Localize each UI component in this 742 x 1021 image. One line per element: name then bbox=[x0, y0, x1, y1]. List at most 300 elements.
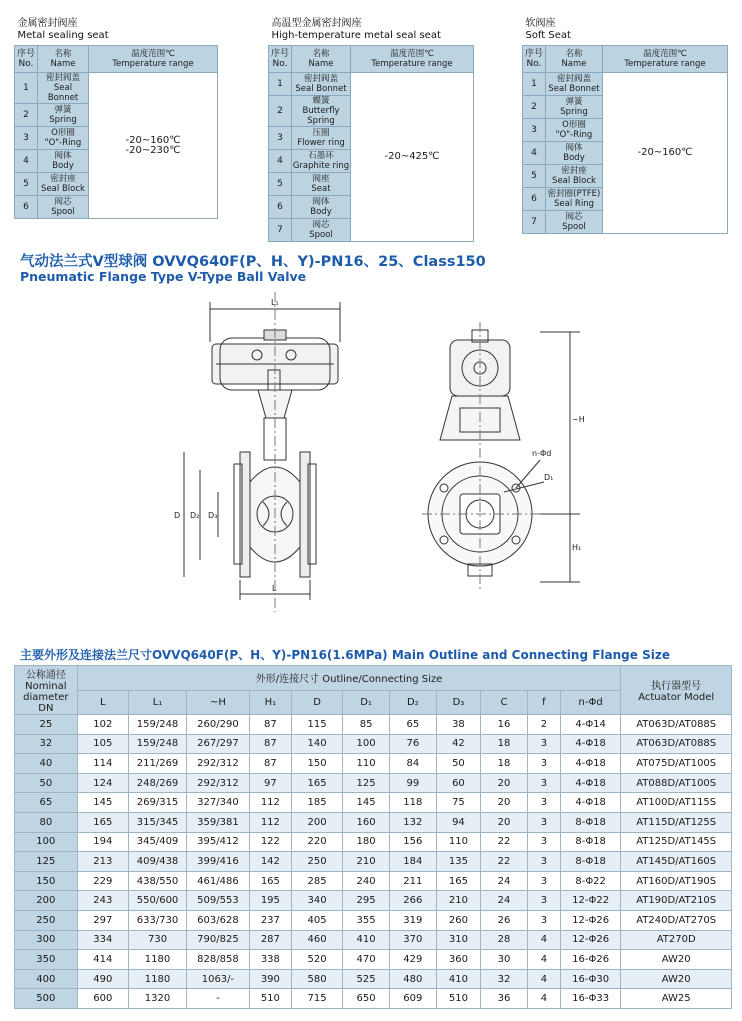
dn-cell: 25 bbox=[15, 715, 78, 735]
value-cell: 220 bbox=[291, 832, 342, 852]
value-cell: 510 bbox=[249, 989, 291, 1009]
value-cell: 124 bbox=[77, 773, 128, 793]
part-no: 6 bbox=[269, 196, 292, 219]
part-no: 2 bbox=[269, 96, 292, 127]
col-name-cn: 名称 bbox=[565, 49, 583, 59]
part-no: 1 bbox=[269, 73, 292, 96]
value-cell: 16-Φ33 bbox=[560, 989, 620, 1009]
value-cell: 285 bbox=[291, 871, 342, 891]
dn-cell: 125 bbox=[15, 852, 78, 872]
value-cell: 340 bbox=[291, 891, 342, 911]
table-row bbox=[15, 715, 732, 735]
dn-cell: 50 bbox=[15, 773, 78, 793]
part-name-en: Seal Bonnet bbox=[295, 84, 347, 94]
value-cell: 165 bbox=[77, 812, 128, 832]
product-title-en: Pneumatic Flange Type V-Type Ball Valve bbox=[20, 269, 307, 284]
value-cell: 414 bbox=[77, 950, 128, 970]
value-cell: 132 bbox=[389, 812, 436, 832]
table-row bbox=[15, 910, 732, 930]
value-cell: 112 bbox=[249, 812, 291, 832]
part-name bbox=[546, 96, 603, 119]
value-cell: - bbox=[187, 989, 250, 1009]
col-temp-en: Temperature range bbox=[371, 59, 453, 69]
value-cell: 334 bbox=[77, 930, 128, 950]
dn-header bbox=[15, 666, 78, 715]
value-cell: 1180 bbox=[128, 950, 186, 970]
value-cell: 790/825 bbox=[187, 930, 250, 950]
dn-header-cn: 公称通径 bbox=[25, 670, 66, 681]
value-cell: 4-Φ14 bbox=[560, 715, 620, 735]
col-no-en: No. bbox=[272, 59, 288, 69]
value-cell: 438/550 bbox=[128, 871, 186, 891]
part-name bbox=[292, 219, 351, 242]
col-name-en: Name bbox=[561, 59, 587, 69]
value-cell: 195 bbox=[249, 891, 291, 911]
part-name-en: "O"-Ring bbox=[44, 138, 82, 148]
value-cell: 410 bbox=[436, 969, 480, 989]
value-cell: 184 bbox=[389, 852, 436, 872]
col-temp-header bbox=[351, 46, 474, 73]
value-cell: 248/269 bbox=[128, 773, 186, 793]
value-cell: 211 bbox=[389, 871, 436, 891]
value-cell: 490 bbox=[77, 969, 128, 989]
temp-range: -20~160℃ bbox=[603, 73, 728, 234]
table-row bbox=[15, 73, 218, 104]
value-cell: 399/416 bbox=[187, 852, 250, 872]
label-D: D bbox=[174, 511, 181, 520]
value-cell: 87 bbox=[249, 754, 291, 774]
metal-seat-title-en: Metal sealing seat bbox=[17, 30, 109, 41]
value-cell: 4-Φ18 bbox=[560, 793, 620, 813]
dn-cell: 400 bbox=[15, 969, 78, 989]
part-name bbox=[292, 196, 351, 219]
part-name-en: Spring bbox=[49, 115, 77, 125]
part-no: 1 bbox=[523, 73, 546, 96]
value-cell: 370 bbox=[389, 930, 436, 950]
value-cell: 26 bbox=[481, 910, 528, 930]
value-cell: 243 bbox=[77, 891, 128, 911]
part-name-cn: O形圈 bbox=[562, 120, 586, 130]
value-cell: 4 bbox=[527, 950, 560, 970]
label-D1: D₁ bbox=[544, 473, 554, 482]
table-row bbox=[15, 773, 732, 793]
value-cell: 360 bbox=[436, 950, 480, 970]
actuator-cell: AT063D/AT088S bbox=[621, 715, 732, 735]
part-name-en: Flower ring bbox=[297, 138, 345, 148]
value-cell: 20 bbox=[481, 812, 528, 832]
part-no: 3 bbox=[15, 127, 38, 150]
value-cell: 8-Φ18 bbox=[560, 832, 620, 852]
value-cell: 159/248 bbox=[128, 734, 186, 754]
value-cell: 266 bbox=[389, 891, 436, 911]
value-cell: 110 bbox=[343, 754, 390, 774]
col-name-header bbox=[292, 46, 351, 73]
value-cell: 112 bbox=[249, 793, 291, 813]
value-cell: 145 bbox=[343, 793, 390, 813]
part-name-cn: 阀芯 bbox=[54, 197, 72, 207]
actuator-header-en: Actuator Model bbox=[638, 692, 715, 703]
value-cell: 359/381 bbox=[187, 812, 250, 832]
value-cell: 18 bbox=[481, 734, 528, 754]
value-cell: 28 bbox=[481, 930, 528, 950]
value-cell: 16-Φ30 bbox=[560, 969, 620, 989]
value-cell: 269/315 bbox=[128, 793, 186, 813]
soft-seat-title-en: Soft Seat bbox=[525, 30, 571, 41]
dn-cell: 200 bbox=[15, 891, 78, 911]
value-cell: 633/730 bbox=[128, 910, 186, 930]
value-cell: 260 bbox=[436, 910, 480, 930]
part-name-en: Seal Block bbox=[41, 184, 85, 194]
table-row bbox=[15, 793, 732, 813]
value-cell: 8-Φ22 bbox=[560, 871, 620, 891]
actuator-cell: AW25 bbox=[621, 989, 732, 1009]
value-cell: 267/297 bbox=[187, 734, 250, 754]
value-cell: 99 bbox=[389, 773, 436, 793]
table-row bbox=[15, 734, 732, 754]
value-cell: 105 bbox=[77, 734, 128, 754]
part-name-cn: O形圈 bbox=[51, 128, 75, 138]
part-name-en: Seal Ring bbox=[554, 199, 594, 209]
part-no: 4 bbox=[269, 150, 292, 173]
value-cell: 125 bbox=[343, 773, 390, 793]
table-row bbox=[269, 73, 474, 96]
value-cell: 180 bbox=[343, 832, 390, 852]
part-name-cn: 阀体 bbox=[54, 151, 72, 161]
value-cell: 84 bbox=[389, 754, 436, 774]
part-no: 5 bbox=[15, 173, 38, 196]
part-name-cn: 阀芯 bbox=[312, 220, 330, 230]
dimension-table bbox=[14, 665, 732, 1009]
dn-cell: 500 bbox=[15, 989, 78, 1009]
value-cell: 165 bbox=[436, 871, 480, 891]
value-cell: 460 bbox=[291, 930, 342, 950]
value-cell: 3 bbox=[527, 754, 560, 774]
table-row bbox=[15, 754, 732, 774]
part-name bbox=[38, 73, 89, 104]
value-cell: 8-Φ18 bbox=[560, 852, 620, 872]
value-cell: 194 bbox=[77, 832, 128, 852]
temp-range-1: -20~160℃ bbox=[125, 134, 181, 146]
part-name bbox=[546, 188, 603, 211]
table-row bbox=[15, 852, 732, 872]
value-cell: 603/628 bbox=[187, 910, 250, 930]
dn-header-en2: diameter bbox=[23, 692, 69, 703]
label-H: ~H bbox=[572, 415, 585, 424]
part-name bbox=[38, 150, 89, 173]
value-cell: 115 bbox=[291, 715, 342, 735]
part-name-en: Body bbox=[563, 153, 585, 163]
part-no: 4 bbox=[15, 150, 38, 173]
value-cell: 110 bbox=[436, 832, 480, 852]
value-cell: 12-Φ26 bbox=[560, 910, 620, 930]
part-no: 2 bbox=[523, 96, 546, 119]
value-cell: 525 bbox=[343, 969, 390, 989]
column-header: L bbox=[77, 690, 128, 715]
value-cell: 3 bbox=[527, 734, 560, 754]
value-cell: 3 bbox=[527, 832, 560, 852]
part-no: 7 bbox=[269, 219, 292, 242]
front-view bbox=[422, 322, 580, 592]
table-row bbox=[15, 832, 732, 852]
table-row bbox=[15, 930, 732, 950]
value-cell: 3 bbox=[527, 891, 560, 911]
value-cell: 828/858 bbox=[187, 950, 250, 970]
dn-cell: 300 bbox=[15, 930, 78, 950]
value-cell: 118 bbox=[389, 793, 436, 813]
high-temp-seat-table bbox=[268, 16, 474, 242]
col-temp-header bbox=[603, 46, 728, 73]
dn-cell: 350 bbox=[15, 950, 78, 970]
part-name-en: Spool bbox=[309, 230, 333, 240]
col-temp-cn: 温度范围℃ bbox=[390, 49, 434, 59]
high-temp-seat-title bbox=[269, 16, 474, 46]
value-cell: 20 bbox=[481, 793, 528, 813]
value-cell: 730 bbox=[128, 930, 186, 950]
actuator-cell: AW20 bbox=[621, 950, 732, 970]
actuator-cell: AT100D/AT115S bbox=[621, 793, 732, 813]
column-header: n-Φd bbox=[560, 690, 620, 715]
value-cell: 250 bbox=[291, 852, 342, 872]
high-temp-seat-title-en: High-temperature metal seal seat bbox=[271, 30, 441, 41]
value-cell: 30 bbox=[481, 950, 528, 970]
actuator-cell: AT088D/AT100S bbox=[621, 773, 732, 793]
value-cell: 165 bbox=[249, 871, 291, 891]
part-name-cn: 压圈 bbox=[312, 128, 330, 138]
dn-header-en1: Nominal bbox=[25, 681, 67, 692]
value-cell: 24 bbox=[481, 871, 528, 891]
part-name-en: Spring bbox=[560, 107, 588, 117]
dimension-table-title: 主要外形及连接法兰尺寸OVVQ640F(P、H、Y)-PN16(1.6MPa) Main Outline and Connecting Flange Size bbox=[20, 648, 670, 662]
col-temp-cn: 温度范围℃ bbox=[131, 49, 175, 59]
part-name-en: Seal Bonnet bbox=[47, 83, 79, 103]
part-name-cn: 弹簧 bbox=[565, 97, 583, 107]
label-L1: L₁ bbox=[271, 298, 279, 307]
soft-seat-title bbox=[523, 16, 728, 46]
actuator-cell: AW20 bbox=[621, 969, 732, 989]
part-no: 6 bbox=[15, 196, 38, 219]
value-cell: 310 bbox=[436, 930, 480, 950]
metal-seat-table bbox=[14, 16, 218, 219]
value-cell: 480 bbox=[389, 969, 436, 989]
part-no: 4 bbox=[523, 142, 546, 165]
value-cell: 22 bbox=[481, 832, 528, 852]
dn-cell: 65 bbox=[15, 793, 78, 813]
value-cell: 87 bbox=[249, 715, 291, 735]
metal-seat-title-cn: 金属密封阀座 bbox=[17, 18, 78, 29]
part-name bbox=[292, 96, 351, 127]
table-row bbox=[15, 969, 732, 989]
value-cell: 16 bbox=[481, 715, 528, 735]
col-name-en: Name bbox=[308, 59, 334, 69]
part-name-cn: 密封阀盖 bbox=[303, 74, 338, 84]
value-cell: 22 bbox=[481, 852, 528, 872]
value-cell: 24 bbox=[481, 891, 528, 911]
value-cell: 315/345 bbox=[128, 812, 186, 832]
part-name-cn: 阀体 bbox=[565, 143, 583, 153]
value-cell: 600 bbox=[77, 989, 128, 1009]
part-name-en: Seal Block bbox=[552, 176, 596, 186]
part-name-en: "O"-Ring bbox=[555, 130, 593, 140]
part-name-cn: 密封阀盖 bbox=[556, 74, 591, 84]
value-cell: 122 bbox=[249, 832, 291, 852]
value-cell: 100 bbox=[343, 734, 390, 754]
value-cell: 1063/- bbox=[187, 969, 250, 989]
value-cell: 4-Φ18 bbox=[560, 773, 620, 793]
value-cell: 1320 bbox=[128, 989, 186, 1009]
part-name bbox=[292, 73, 351, 96]
value-cell: 210 bbox=[343, 852, 390, 872]
col-no-header bbox=[523, 46, 546, 73]
col-temp-en: Temperature range bbox=[112, 59, 194, 69]
part-name-cn: 密封座 bbox=[561, 166, 587, 176]
part-name-en: Spool bbox=[51, 207, 75, 217]
value-cell: 185 bbox=[291, 793, 342, 813]
part-no: 2 bbox=[15, 104, 38, 127]
value-cell: 156 bbox=[389, 832, 436, 852]
value-cell: 145 bbox=[77, 793, 128, 813]
value-cell: 159/248 bbox=[128, 715, 186, 735]
value-cell: 287 bbox=[249, 930, 291, 950]
table-row bbox=[15, 989, 732, 1009]
value-cell: 142 bbox=[249, 852, 291, 872]
value-cell: 470 bbox=[343, 950, 390, 970]
part-name bbox=[38, 196, 89, 219]
value-cell: 240 bbox=[343, 871, 390, 891]
table-row bbox=[523, 73, 728, 96]
column-header: f bbox=[527, 690, 560, 715]
value-cell: 297 bbox=[77, 910, 128, 930]
value-cell: 355 bbox=[343, 910, 390, 930]
value-cell: 550/600 bbox=[128, 891, 186, 911]
part-name bbox=[546, 73, 603, 96]
part-name-cn: 阀座 bbox=[312, 174, 330, 184]
value-cell: 609 bbox=[389, 989, 436, 1009]
part-name-en: Butterfly Spring bbox=[302, 106, 340, 126]
value-cell: 295 bbox=[343, 891, 390, 911]
value-cell: 229 bbox=[77, 871, 128, 891]
table-row bbox=[15, 871, 732, 891]
value-cell: 3 bbox=[527, 871, 560, 891]
table-row bbox=[15, 891, 732, 911]
value-cell: 715 bbox=[291, 989, 342, 1009]
column-header: C bbox=[481, 690, 528, 715]
column-header: D₁ bbox=[343, 690, 390, 715]
part-name-cn: 弹簧 bbox=[54, 105, 72, 115]
part-name-en: Body bbox=[310, 207, 332, 217]
value-cell: 210 bbox=[436, 891, 480, 911]
value-cell: 3 bbox=[527, 793, 560, 813]
value-cell: 319 bbox=[389, 910, 436, 930]
value-cell: 405 bbox=[291, 910, 342, 930]
value-cell: 3 bbox=[527, 812, 560, 832]
value-cell: 12-Φ26 bbox=[560, 930, 620, 950]
value-cell: 36 bbox=[481, 989, 528, 1009]
value-cell: 4 bbox=[527, 989, 560, 1009]
value-cell: 410 bbox=[343, 930, 390, 950]
temp-range-2: -20~230℃ bbox=[125, 144, 181, 156]
value-cell: 327/340 bbox=[187, 793, 250, 813]
value-cell: 650 bbox=[343, 989, 390, 1009]
dn-cell: 250 bbox=[15, 910, 78, 930]
label-H1: H₁ bbox=[572, 543, 582, 552]
part-name-en: Body bbox=[52, 161, 74, 171]
value-cell: 520 bbox=[291, 950, 342, 970]
temp-range bbox=[89, 73, 218, 219]
col-temp-cn: 温度范围℃ bbox=[643, 49, 687, 59]
value-cell: 2 bbox=[527, 715, 560, 735]
dn-cell: 100 bbox=[15, 832, 78, 852]
actuator-cell: AT240D/AT270S bbox=[621, 910, 732, 930]
value-cell: 18 bbox=[481, 754, 528, 774]
value-cell: 3 bbox=[527, 773, 560, 793]
product-title-cn: 气动法兰式V型球阀 OVVQ640F(P、H、Y)-PN16、25、Class150 bbox=[20, 254, 486, 270]
value-cell: 200 bbox=[291, 812, 342, 832]
value-cell: 50 bbox=[436, 754, 480, 774]
high-temp-seat-title-cn: 高温型金属密封阀座 bbox=[271, 18, 362, 29]
value-cell: 65 bbox=[389, 715, 436, 735]
col-no-en: No. bbox=[526, 59, 542, 69]
col-no-cn: 序号 bbox=[270, 49, 289, 59]
dn-header-en3: DN bbox=[38, 703, 54, 714]
part-no: 3 bbox=[269, 127, 292, 150]
part-name-en: Spool bbox=[562, 222, 586, 232]
value-cell: 140 bbox=[291, 734, 342, 754]
part-name-cn: 石墨环 bbox=[308, 151, 334, 161]
part-no: 5 bbox=[523, 165, 546, 188]
col-temp-header bbox=[89, 46, 218, 73]
part-name bbox=[292, 173, 351, 196]
part-name-cn: 阀体 bbox=[312, 197, 330, 207]
column-header: H₁ bbox=[249, 690, 291, 715]
value-cell: 237 bbox=[249, 910, 291, 930]
part-no: 7 bbox=[523, 211, 546, 234]
part-name bbox=[38, 127, 89, 150]
col-name-header bbox=[38, 46, 89, 73]
value-cell: 390 bbox=[249, 969, 291, 989]
value-cell: 76 bbox=[389, 734, 436, 754]
value-cell: 42 bbox=[436, 734, 480, 754]
col-no-cn: 序号 bbox=[16, 49, 35, 59]
value-cell: 395/412 bbox=[187, 832, 250, 852]
value-cell: 97 bbox=[249, 773, 291, 793]
col-name-header bbox=[546, 46, 603, 73]
col-name-cn: 名称 bbox=[54, 49, 72, 59]
part-name bbox=[292, 150, 351, 173]
actuator-header bbox=[621, 666, 732, 715]
actuator-cell: AT160D/AT190S bbox=[621, 871, 732, 891]
actuator-cell: AT125D/AT145S bbox=[621, 832, 732, 852]
value-cell: 75 bbox=[436, 793, 480, 813]
col-no-cn: 序号 bbox=[524, 49, 543, 59]
part-name bbox=[546, 119, 603, 142]
actuator-cell: AT115D/AT125S bbox=[621, 812, 732, 832]
label-L: L bbox=[272, 584, 277, 593]
value-cell: 292/312 bbox=[187, 773, 250, 793]
part-name-en: Seal Bonnet bbox=[548, 84, 600, 94]
part-no: 5 bbox=[269, 173, 292, 196]
part-name bbox=[38, 173, 89, 196]
part-name bbox=[38, 104, 89, 127]
value-cell: 345/409 bbox=[128, 832, 186, 852]
value-cell: 211/269 bbox=[128, 754, 186, 774]
value-cell: 580 bbox=[291, 969, 342, 989]
side-view bbox=[184, 292, 340, 612]
value-cell: 160 bbox=[343, 812, 390, 832]
value-cell: 114 bbox=[77, 754, 128, 774]
value-cell: 4-Φ18 bbox=[560, 734, 620, 754]
soft-seat-table bbox=[522, 16, 728, 234]
value-cell: 4 bbox=[527, 969, 560, 989]
